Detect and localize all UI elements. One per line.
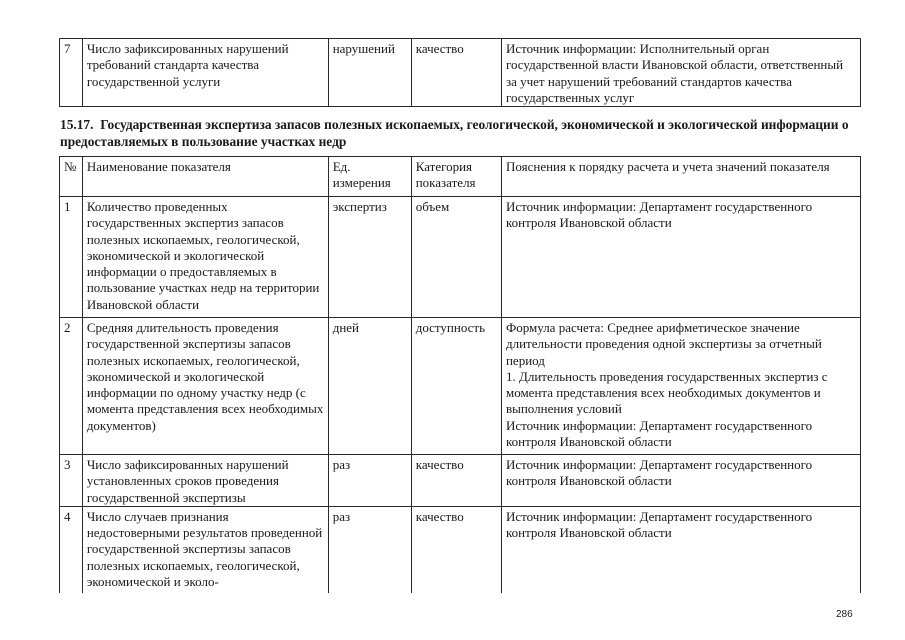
indicator-unit: дней <box>328 318 411 455</box>
indicator-category: доступность <box>411 318 501 455</box>
indicator-note <box>501 197 860 318</box>
indicator-note <box>501 318 860 455</box>
indicator-unit: раз <box>328 506 411 593</box>
section-title: Государственная экспертиза запасов полезных ископаемых, геологической, экономической и экологической информации о предоставляемых в пользование участках недр <box>60 117 849 149</box>
indicator-unit: нарушений <box>328 39 411 107</box>
indicator-note <box>501 455 860 507</box>
note-line: Формула расчета: Среднее арифметическое значение длительности проведения одной экспертизы за отчетный период <box>505 320 822 368</box>
indicator-note <box>501 506 860 593</box>
row-number: 1 <box>60 197 83 318</box>
note-line: Источник информации: Департамент государственного контроля Ивановской области <box>505 417 813 450</box>
table-row <box>60 506 861 593</box>
header-category: Категория показателя <box>411 157 501 197</box>
section-number: 15.17. <box>60 117 94 132</box>
indicator-category: качество <box>411 39 501 107</box>
indicators-table <box>59 156 861 593</box>
row-number: 4 <box>60 506 83 593</box>
header-name: Наименование показателя <box>82 157 328 197</box>
row-number: 3 <box>60 455 83 507</box>
row-number: 2 <box>60 318 83 455</box>
table-row <box>60 318 861 455</box>
row-number: 7 <box>60 39 83 107</box>
note-line: Источник информации: Департамент государственного контроля Ивановской области <box>505 457 813 489</box>
indicator-name: Число зафиксированных нарушений установленных сроков проведения государственной экспертизы <box>82 455 328 507</box>
page-number: 286 <box>836 609 853 620</box>
indicator-name: Количество проведенных государственных экспертиз запасов полезных ископаемых, геологической, экономической и экологической информации о предоставляемых в пользование участках недр на территории Ивановской области <box>82 197 328 318</box>
section-heading <box>60 116 860 150</box>
note-line: Источник информации: Департамент государственного контроля Ивановской области <box>505 199 813 231</box>
previous-table-fragment <box>59 38 861 107</box>
indicator-category: качество <box>411 455 501 507</box>
indicator-name: Число случаев признания недостоверными результатов проведенной государственной экспертизы запасов полезных ископаемых, геологической, экономической и эколо- <box>82 506 328 593</box>
table-row <box>60 197 861 318</box>
header-note: Пояснения к порядку расчета и учета значений показателя <box>501 157 860 197</box>
indicator-unit: экспертиз <box>328 197 411 318</box>
indicator-unit: раз <box>328 455 411 507</box>
note-line: 1. Длительность проведения государственных экспертиз с момента представления всех необходимых документов и выполнения условий <box>505 368 828 417</box>
table-row <box>60 455 861 507</box>
header-number: № <box>60 157 83 197</box>
table-header-row <box>60 157 861 197</box>
table-row <box>60 39 861 107</box>
indicator-category: качество <box>411 506 501 593</box>
indicator-name: Число зафиксированных нарушений требований стандарта качества государственной услуги <box>82 39 328 107</box>
indicator-name: Средняя длительность проведения государственной экспертизы запасов полезных ископаемых, геологической, экономической и экологической информации по одному участку недр (с момента представления всех необходимых документов) <box>82 318 328 455</box>
note-line: Источник информации: Департамент государственного контроля Ивановской области <box>505 508 813 541</box>
indicator-category: объем <box>411 197 501 318</box>
header-unit: Ед. измерения <box>328 157 411 197</box>
indicator-note: Источник информации: Исполнительный орган государственной власти Ивановской области, ответственный за учет нарушений требований стандартов качества государственных услуг <box>501 39 860 107</box>
